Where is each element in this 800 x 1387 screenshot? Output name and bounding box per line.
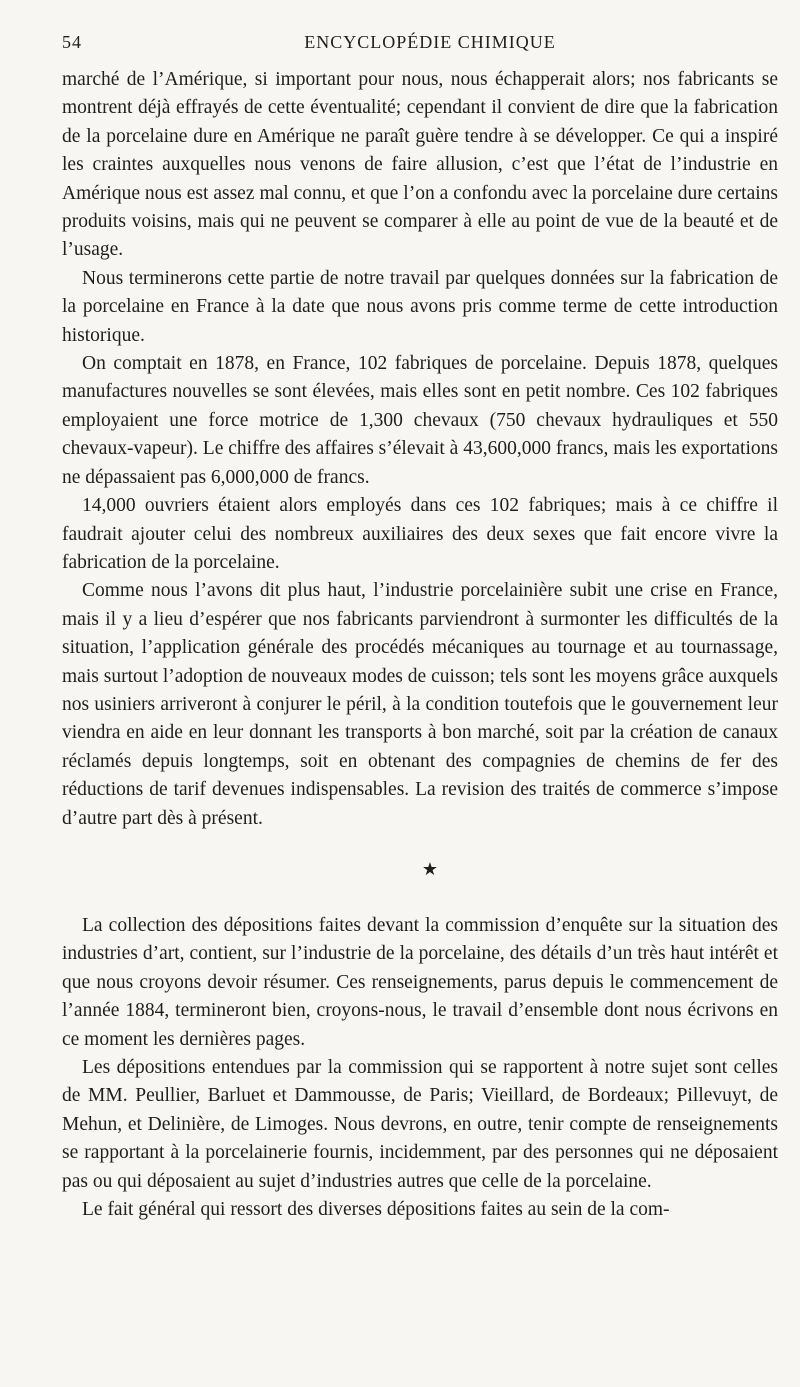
paragraph: marché de l’Amérique, si important pour nous, nous échapperait alors; nos fabricants se montrent déjà effrayés de cette éventualité; cependant il convient de dire que la fabrication de la porcelaine dure en Amérique ne paraît guère tendre à se développer. Ce qui a inspiré les craintes auxquelles nous venons de faire allusion, c’est que l’état de l’industrie en Amérique nous est assez mal connu, et que l’on a confondu avec la porcelaine dure certains produits voisins, mais qui ne peuvent se comparer à elle au point de vue de la beauté et de l’usage. (62, 69, 778, 261)
running-title: ENCYCLOPÉDIE CHIMIQUE (304, 32, 556, 52)
section-separator-star-icon: ★ (421, 858, 439, 879)
paragraph: Comme nous l’avons dit plus haut, l’industrie porcelainière subit une crise en France, mais il y a lieu d’espérer que nos fabricants parviendront à surmonter les difficultés de la situation, l’application générale des procédés mécaniques au tournage et au tournassage, mais surtout l’adoption de nouveaux modes de cuisson; tels sont les moyens grâce auxquels nos usiniers arriveront à conjurer le péril, à la condition toutefois que le gouvernement leur viendra en aide en leur donnant les transports à bon marché, soit par la création de canaux réclamés depuis longtemps, soit en obtenant des compagnies de chemins de fer des réductions de tarif devenues indispensables. La revision des traités de commerce s’impose d’autre part dès à présent. (62, 580, 778, 829)
paragraph: Le fait général qui ressort des diverses dépositions faites au sein de la com- (82, 1199, 670, 1221)
paragraph: On comptait en 1878, en France, 102 fabriques de porcelaine. Depuis 1878, quelques manufactures nouvelles se sont élevées, mais elles sont en petit nombre. Ces 102 fabriques employaient une force motrice de 1,300 chevaux (750 chevaux hydrauliques et 550 chevaux-vapeur). Le chiffre des affaires s’élevait à 43,600,000 francs, mais les exportations ne dépassaient pas 6,000,000 de francs. (62, 353, 778, 488)
page-header (62, 26, 778, 66)
paragraph: 14,000 ouvriers étaient alors employés dans ces 102 fabriques; mais à ce chiffre il faudrait ajouter celui des nombreux auxiliaires des deux sexes que fait encore vivre la fabrication de la porcelaine. (62, 495, 778, 573)
paragraph: La collection des dépositions faites devant la commission d’enquête sur la situation des industries d’art, contient, sur l’industrie de la porcelaine, des détails d’un très haut intérêt et que nous croyons devoir résumer. Ces renseignements, parus depuis le commencement de l’année 1884, termineront bien, croyons-nous, le travail d’ensemble dont nous écrivons en ce moment les dernières pages. (62, 914, 778, 1050)
page-number: 54 (62, 32, 82, 52)
paragraph: Nous terminerons cette partie de notre travail par quelques données sur la fabrication de la porcelaine en France à la date que nous avons pris comme terme de cette introduction historique. (62, 267, 778, 346)
body-text (62, 66, 778, 1224)
paragraph: Les dépositions entendues par la commission qui se rapportent à notre sujet sont celles de MM. Peullier, Barluet et Dammousse, de Paris; Vieillard, de Bordeaux; Pillevuyt, de Mehun, et Delinière, de Limoges. Nous devrons, en outre, tenir compte de renseignements se rapportant à la porcelainerie fournis, incidemment, par des personnes qui ne déposaient pas ou qui déposaient au sujet d’industries autres que celle de la porcelaine. (62, 1057, 778, 1192)
